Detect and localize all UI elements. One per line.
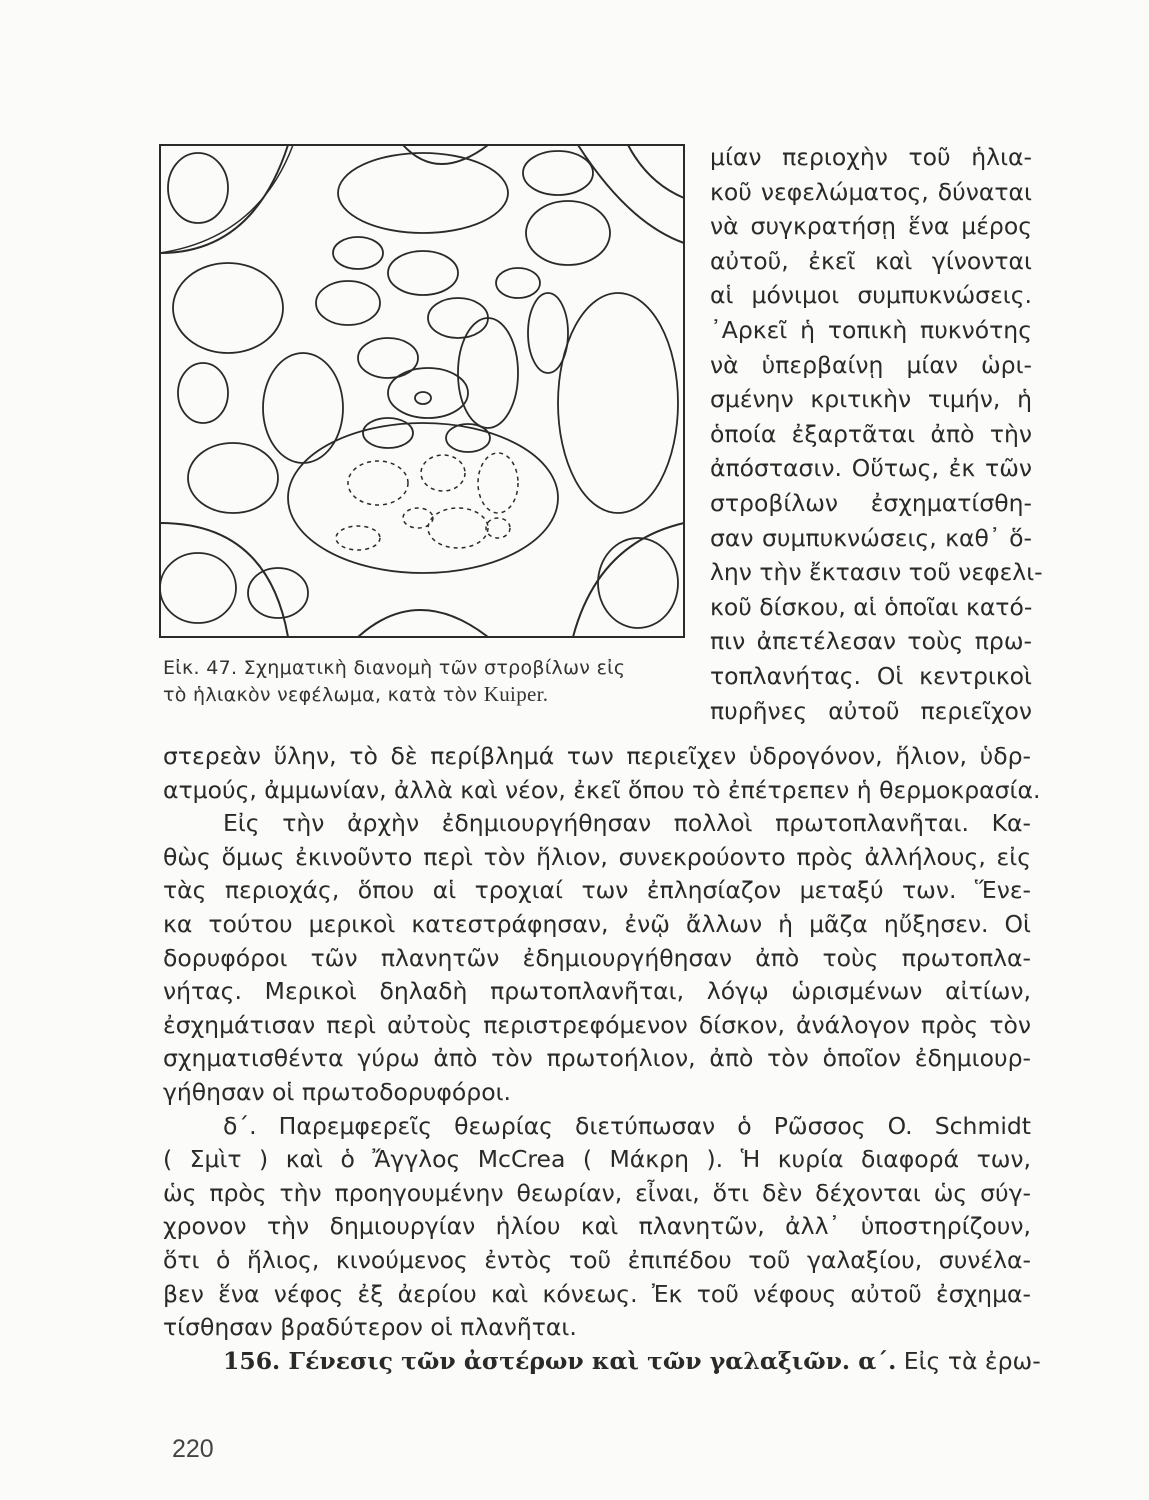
text-line: βεν ἕνα νέφος ἐξ ἀερίου καὶ κόνεως. Ἐκ τοῦ νέφους αὐτοῦ ἐσχημα- [163,1279,1031,1308]
text-line: νὰ ὑπερβαίνῃ μίαν ὡρι- [710,350,1032,379]
text-line: αὐτοῦ, ἐκεῖ καὶ γίνονται [710,246,1032,275]
kuiper-vortex-diagram [158,143,686,639]
caption-line-1: Εἰκ. 47. Σχηματικὴ διανομὴ τῶν στροβίλων εἰς [163,657,626,679]
text-line: Εἰς τὴν ἀρχὴν ἐδημιουργήθησαν πολλοὶ πρωτοπλανῆται. Κα- [223,809,1031,838]
section-number: 156. [223,1346,289,1375]
text-line: πυρῆνες αὐτοῦ περιεῖχον [710,696,1032,725]
text-line: κοῦ δίσκου, αἱ ὁποῖαι κατό- [710,592,1033,621]
text-line: δ΄. Παρεμφερεῖς θεωρίας διετύπωσαν ὁ Ρῶσσος O. Schmidt [223,1111,1031,1140]
text-line: ἐσχημάτισαν περὶ αὐτοὺς περιστρεφόμενον δίσκον, ἀνάλογον πρὸς τὸν [163,1010,1031,1039]
text-line: σχηματισθέντα γύρω ἀπὸ τὸν πρωτοήλιον, ἀπὸ τὸν ὁποῖον ἐδημιουρ- [163,1044,1031,1073]
text-line: ᾿Αρκεῖ ἡ τοπικὴ πυκνότης [710,315,1032,344]
right-column-text [710,140,1043,728]
text-line: πιν ἀπετέλεσαν τοὺς πρω- [710,627,1032,656]
page-number: 220 [172,1435,214,1463]
text-line: δορυφόροι τῶν πλανητῶν ἐδημιουργήθησαν ἀπὸ τοὺς πρωτοπλα- [163,943,1031,972]
text-line: μίαν περιοχὴν τοῦ ἡλια- [710,143,1032,171]
figure-caption [163,655,683,708]
section-title: Γένεσις τῶν ἀστέρων καὶ τῶν γαλαξιῶν. α΄. [288,1346,897,1375]
text-line: στροβίλων ἐσχηματίσθη- [710,488,1032,517]
paragraphs [163,740,1041,1345]
section-continuation: Εἰς τὰ ἐρω- [896,1346,1041,1375]
body-text [163,740,1041,1378]
text-line: κα τούτου μερικοὶ κατεστράφησαν, ἐνῷ ἄλλων ἡ μᾶζα ηὔξησεν. Οἱ [163,909,1031,938]
text-line: ὡς πρὸς τὴν προηγουμένην θεωρίαν, εἶναι, ὅτι δὲν δέχονται ὡς σύγ- [163,1178,1031,1207]
text-line: νήτας. Μερικοὶ δηλαδὴ πρωτοπλανῆται, λόγῳ ὡρισμένων αἰτίων, [163,977,1031,1006]
text-line: τοπλανήτας. Οἱ κεντρικοὶ [710,661,1032,690]
text-line: αἱ μόνιμοι συμπυκνώσεις. [710,281,1032,310]
text-line: χρονον τὴν δημιουργίαν ἡλίου καὶ πλανητῶν, ἀλλ᾿ ὑποστηρίζουν, [163,1212,1031,1241]
caption-line-2 [163,681,683,708]
text-line: στερεὰν ὕλην, τὸ δὲ περίβλημά των περιεῖχεν ὑδρογόνον, ἥλιον, ὑδρ- [163,742,1031,770]
caption-text: τὸ ἡλιακὸν νεφέλωμα, κατὰ τὸν [163,684,484,706]
text-line: τὰς περιοχάς, ὅπου αἱ τροχιαί των ἐπλησίαζον μεταξύ των. Ἕνε- [163,876,1031,905]
text-line: ἀπόστασιν. Οὕτως, ἐκ τῶν [710,454,1032,483]
text-line: λην τὴν ἔκτασιν τοῦ νεφελι- [710,558,1043,587]
caption-author-name: Kuiper. [483,682,549,706]
text-line: ατμούς, ἀμμωνίαν, ἀλλὰ καὶ νέον, ἐκεῖ ὅπου τὸ ἐπέτρεπεν ἡ θερμοκρασία. [163,775,1041,804]
text-line: σμένην κριτικὴν τιμήν, ἡ [710,385,1032,414]
section-heading-line [163,1345,1041,1379]
text-line: τίσθησαν βραδύτερον οἱ πλανῆται. [163,1313,577,1342]
text-line: σαν συμπυκνώσεις, καθ᾿ ὅ- [710,523,1032,552]
text-line: ὅτι ὁ ἥλιος, κινούμενος ἐντὸς τοῦ ἐπιπέδου τοῦ γαλαξίου, συνέλα- [163,1245,1031,1274]
text-line: ( Σμὶτ ) καὶ ὁ Ἄγγλος McCrea ( Μάκρη ). Ἡ κυρία διαφορά των, [163,1145,1031,1174]
text-line: γήθησαν οἱ πρωτοδορυφόροι. [163,1077,511,1106]
text-line: θὼς ὅμως ἐκινοῦντο περὶ τὸν ἥλιον, συνεκρούοντο πρὸς ἀλλήλους, εἰς [163,842,1031,871]
text-line: ὁποία ἐξαρτᾶται ἀπὸ τὴν [710,419,1032,448]
text-line: νὰ συγκρατήσῃ ἕνα μέρος [710,212,1032,241]
text-line: κοῦ νεφελώματος, δύναται [710,177,1032,206]
